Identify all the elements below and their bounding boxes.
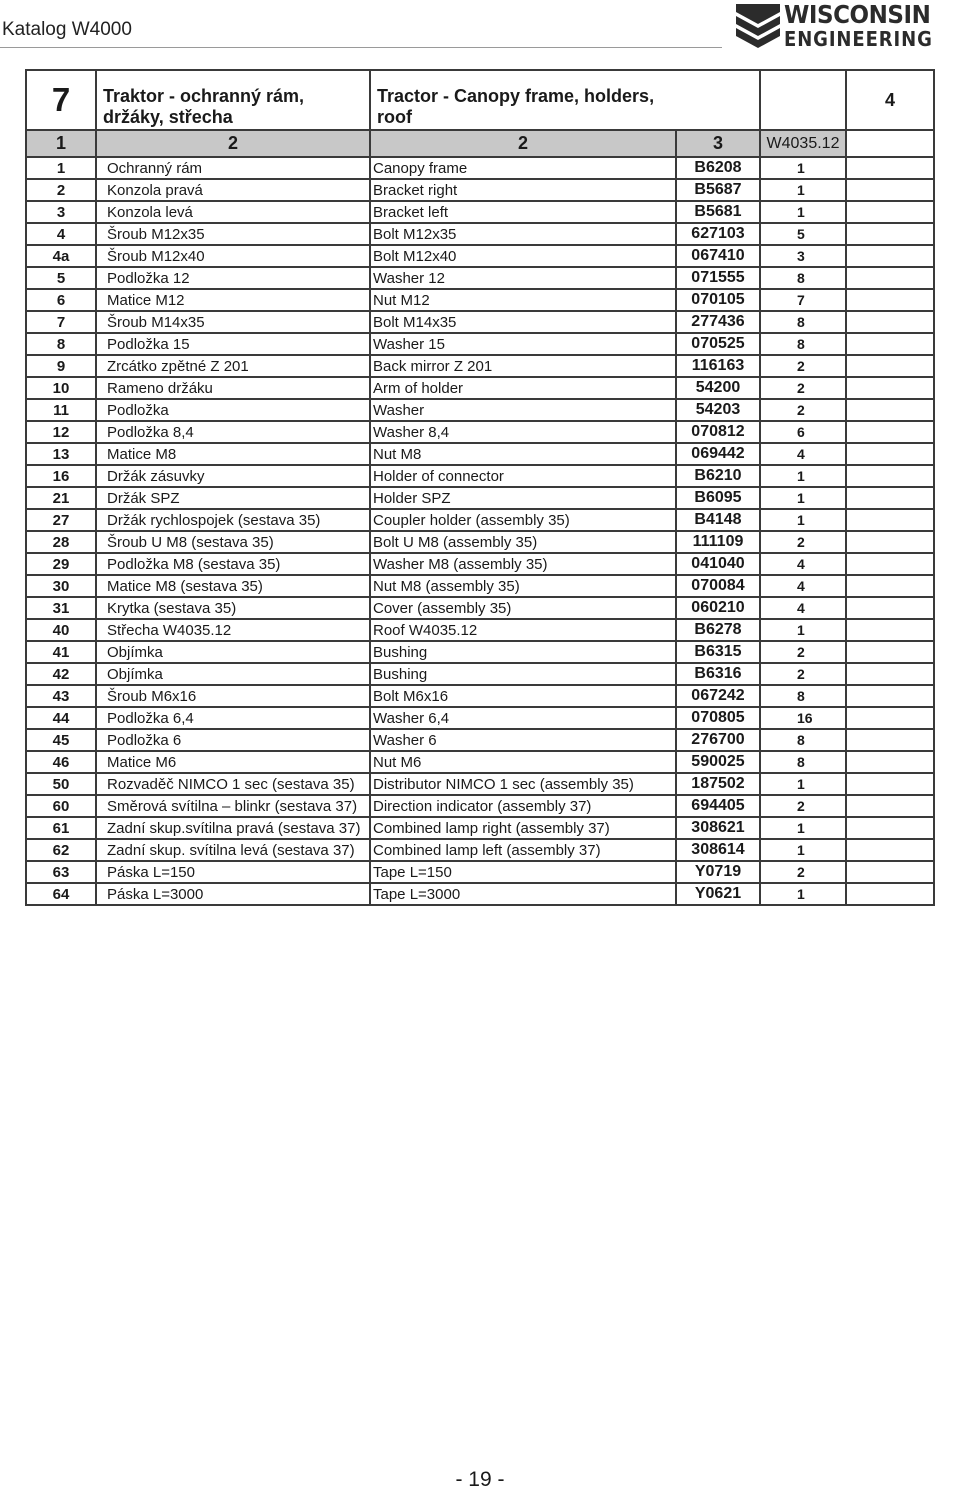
quantity-cell: 4 [760,597,846,619]
blank-cell [846,223,934,245]
table-row [26,443,934,465]
name-cs-cell: Držák rychlospojek (sestava 35) [96,509,370,531]
table-row [26,399,934,421]
name-en-cell: Combined lamp right (assembly 37) [370,817,676,839]
blank-cell [846,311,934,333]
blank-cell [846,553,934,575]
name-en-cell: Coupler holder (assembly 35) [370,509,676,531]
position-cell: 63 [26,861,96,883]
name-cs-cell: Rameno držáku [96,377,370,399]
name-en-cell: Direction indicator (assembly 37) [370,795,676,817]
logo-line2: ENGINEERING [784,27,933,51]
blank-cell [846,487,934,509]
name-cs-cell: Podložka [96,399,370,421]
name-en-cell: Nut M6 [370,751,676,773]
position-cell: 10 [26,377,96,399]
section-column-count: 4 [846,70,934,130]
page-number: - 19 - [455,1468,505,1491]
quantity-cell: 4 [760,575,846,597]
name-cs-cell: Páska L=3000 [96,883,370,905]
logo-text [784,2,949,49]
position-cell: 7 [26,311,96,333]
part-number-cell: B6316 [676,663,760,685]
table-row [26,201,934,223]
name-cs-cell: Rozvaděč NIMCO 1 sec (sestava 35) [96,773,370,795]
name-en-cell: Tape L=3000 [370,883,676,905]
name-cs-cell: Podložka 8,4 [96,421,370,443]
table-row [26,641,934,663]
blank-cell [846,707,934,729]
quantity-cell: 5 [760,223,846,245]
position-cell: 45 [26,729,96,751]
quantity-cell: 1 [760,619,846,641]
name-en-cell: Washer 12 [370,267,676,289]
name-cs-cell: Krytka (sestava 35) [96,597,370,619]
name-cs-cell: Šroub M12x35 [96,223,370,245]
blank-cell [846,399,934,421]
position-cell: 6 [26,289,96,311]
position-cell: 29 [26,553,96,575]
name-cs-cell: Zadní skup. svítilna levá (sestava 37) [96,839,370,861]
name-cs-cell: Podložka 12 [96,267,370,289]
column-header-row [26,130,934,157]
table-row [26,311,934,333]
position-cell: 28 [26,531,96,553]
quantity-cell: 4 [760,443,846,465]
quantity-cell: 16 [760,707,846,729]
name-en-cell: Holder SPZ [370,487,676,509]
section-title-row [26,70,934,130]
catalog-title: Katalog W4000 [2,19,132,40]
blank-cell [846,531,934,553]
column-header-name-en: 2 [370,130,676,157]
blank-cell [846,575,934,597]
table-row [26,619,934,641]
part-number-cell: 069442 [676,443,760,465]
table-row [26,157,934,179]
name-en-cell: Tape L=150 [370,861,676,883]
name-en-cell: Washer 15 [370,333,676,355]
position-cell: 11 [26,399,96,421]
table-row [26,817,934,839]
header-divider [0,47,722,48]
part-number-cell: 187502 [676,773,760,795]
part-number-cell: 627103 [676,223,760,245]
name-en-cell: Holder of connector [370,465,676,487]
quantity-cell: 1 [760,201,846,223]
column-header-model: W4035.12 [760,130,846,157]
quantity-cell: 1 [760,465,846,487]
part-number-cell: B6095 [676,487,760,509]
part-number-cell: 071555 [676,267,760,289]
part-number-cell: B6210 [676,465,760,487]
quantity-cell: 2 [760,663,846,685]
name-cs-cell: Matice M8 (sestava 35) [96,575,370,597]
blank-cell [846,289,934,311]
part-number-cell: 308614 [676,839,760,861]
name-en-cell: Nut M12 [370,289,676,311]
part-number-cell: 54200 [676,377,760,399]
name-cs-cell: Držák SPZ [96,487,370,509]
wisconsin-engineering-logo [736,2,936,52]
table-row [26,707,934,729]
part-number-cell: 070805 [676,707,760,729]
part-number-cell: 277436 [676,311,760,333]
quantity-cell: 2 [760,355,846,377]
table-row [26,355,934,377]
name-cs-cell: Podložka 6,4 [96,707,370,729]
name-cs-cell: Podložka M8 (sestava 35) [96,553,370,575]
blank-cell [846,333,934,355]
part-number-cell: 070105 [676,289,760,311]
position-cell: 9 [26,355,96,377]
part-number-cell: Y0719 [676,861,760,883]
table-row [26,751,934,773]
blank-cell [846,619,934,641]
position-cell: 62 [26,839,96,861]
quantity-cell: 2 [760,377,846,399]
part-number-cell: 070812 [676,421,760,443]
name-cs-cell: Matice M6 [96,751,370,773]
position-cell: 46 [26,751,96,773]
position-cell: 60 [26,795,96,817]
name-en-cell: Combined lamp left (assembly 37) [370,839,676,861]
part-number-cell: B4148 [676,509,760,531]
part-number-cell: 060210 [676,597,760,619]
name-en-cell: Washer 6 [370,729,676,751]
position-cell: 21 [26,487,96,509]
table-row [26,509,934,531]
part-number-cell: 590025 [676,751,760,773]
logo-line1: WISCONSIN [784,0,931,29]
name-cs-cell: Šroub M6x16 [96,685,370,707]
name-en-cell: Back mirror Z 201 [370,355,676,377]
name-cs-cell: Konzola levá [96,201,370,223]
part-number-cell: B6208 [676,157,760,179]
name-en-cell: Washer 6,4 [370,707,676,729]
name-en-cell: Washer [370,399,676,421]
section-title-en: Tractor - Canopy frame, holders, roof [370,70,676,130]
table-row [26,575,934,597]
table-row [26,245,934,267]
table-row [26,333,934,355]
name-en-cell: Bolt M12x40 [370,245,676,267]
part-number-cell: 54203 [676,399,760,421]
table-row [26,685,934,707]
quantity-cell: 8 [760,267,846,289]
column-header-name-cs: 2 [96,130,370,157]
quantity-cell: 8 [760,685,846,707]
name-en-cell: Bolt U M8 (assembly 35) [370,531,676,553]
part-number-cell: 276700 [676,729,760,751]
part-number-cell: 067410 [676,245,760,267]
blank-cell [846,861,934,883]
quantity-cell: 8 [760,311,846,333]
quantity-cell: 1 [760,487,846,509]
quantity-cell: 2 [760,861,846,883]
blank-cell [846,421,934,443]
blank-cell [846,377,934,399]
blank-cell [846,751,934,773]
part-number-cell: 067242 [676,685,760,707]
name-cs-cell: Podložka 6 [96,729,370,751]
section-title-cs: Traktor - ochranný rám, držáky, střecha [96,70,370,130]
position-cell: 50 [26,773,96,795]
table-row [26,267,934,289]
logo-emblem-icon [736,2,780,50]
part-number-cell: 111109 [676,531,760,553]
position-cell: 44 [26,707,96,729]
table-row [26,861,934,883]
blank-cell [846,685,934,707]
part-number-cell: Y0621 [676,883,760,905]
quantity-cell: 1 [760,509,846,531]
name-en-cell: Bracket left [370,201,676,223]
name-cs-cell: Podložka 15 [96,333,370,355]
quantity-cell: 4 [760,553,846,575]
position-cell: 3 [26,201,96,223]
name-en-cell: Washer 8,4 [370,421,676,443]
quantity-cell: 1 [760,773,846,795]
blank-cell [846,267,934,289]
name-en-cell: Cover (assembly 35) [370,597,676,619]
table-row [26,487,934,509]
table-row [26,663,934,685]
name-en-cell: Bolt M12x35 [370,223,676,245]
quantity-cell: 8 [760,333,846,355]
table-row [26,289,934,311]
name-cs-cell: Držák zásuvky [96,465,370,487]
quantity-cell: 1 [760,157,846,179]
name-cs-cell: Zrcátko zpětné Z 201 [96,355,370,377]
quantity-cell: 8 [760,751,846,773]
position-cell: 4 [26,223,96,245]
name-cs-cell: Zadní skup.svítilna pravá (sestava 37) [96,817,370,839]
name-cs-cell: Šroub M12x40 [96,245,370,267]
part-number-cell: B5687 [676,179,760,201]
title-spacer [760,70,846,130]
name-en-cell: Roof W4035.12 [370,619,676,641]
part-number-cell: 070084 [676,575,760,597]
blank-cell [846,179,934,201]
part-number-cell: 308621 [676,817,760,839]
section-number: 7 [26,70,96,130]
column-header-blank [846,130,934,157]
name-cs-cell: Konzola pravá [96,179,370,201]
quantity-cell: 2 [760,531,846,553]
quantity-cell: 1 [760,179,846,201]
part-number-cell: B5681 [676,201,760,223]
position-cell: 41 [26,641,96,663]
blank-cell [846,663,934,685]
blank-cell [846,883,934,905]
quantity-cell: 1 [760,817,846,839]
blank-cell [846,597,934,619]
name-en-cell: Nut M8 (assembly 35) [370,575,676,597]
table-row [26,421,934,443]
part-number-cell: 041040 [676,553,760,575]
name-en-cell: Bolt M6x16 [370,685,676,707]
table-row [26,773,934,795]
name-cs-cell: Střecha W4035.12 [96,619,370,641]
blank-cell [846,839,934,861]
name-en-cell: Distributor NIMCO 1 sec (assembly 35) [370,773,676,795]
table-row [26,531,934,553]
position-cell: 42 [26,663,96,685]
position-cell: 8 [26,333,96,355]
quantity-cell: 3 [760,245,846,267]
blank-cell [846,443,934,465]
table-row [26,795,934,817]
name-cs-cell: Matice M8 [96,443,370,465]
column-header-part-number: 3 [676,130,760,157]
name-en-cell: Washer M8 (assembly 35) [370,553,676,575]
blank-cell [846,201,934,223]
name-en-cell: Nut M8 [370,443,676,465]
position-cell: 27 [26,509,96,531]
position-cell: 40 [26,619,96,641]
quantity-cell: 6 [760,421,846,443]
part-number-cell: 694405 [676,795,760,817]
blank-cell [846,817,934,839]
position-cell: 30 [26,575,96,597]
position-cell: 31 [26,597,96,619]
quantity-cell: 7 [760,289,846,311]
name-cs-cell: Matice M12 [96,289,370,311]
name-cs-cell: Objímka [96,641,370,663]
quantity-cell: 2 [760,795,846,817]
name-cs-cell: Páska L=150 [96,861,370,883]
name-en-cell: Bushing [370,663,676,685]
position-cell: 64 [26,883,96,905]
name-cs-cell: Šroub M14x35 [96,311,370,333]
name-en-cell: Canopy frame [370,157,676,179]
table-row [26,465,934,487]
position-cell: 5 [26,267,96,289]
table-row [26,729,934,751]
table-row [26,223,934,245]
name-cs-cell: Směrová svítilna – blinkr (sestava 37) [96,795,370,817]
table-row [26,883,934,905]
position-cell: 43 [26,685,96,707]
name-cs-cell: Ochranný rám [96,157,370,179]
blank-cell [846,795,934,817]
position-cell: 1 [26,157,96,179]
name-cs-cell: Šroub U M8 (sestava 35) [96,531,370,553]
table-row [26,179,934,201]
quantity-cell: 1 [760,883,846,905]
quantity-cell: 8 [760,729,846,751]
table-row [26,377,934,399]
name-cs-cell: Objímka [96,663,370,685]
blank-cell [846,773,934,795]
quantity-cell: 1 [760,839,846,861]
name-en-cell: Arm of holder [370,377,676,399]
position-cell: 61 [26,817,96,839]
part-number-cell: 070525 [676,333,760,355]
part-number-cell: B6315 [676,641,760,663]
position-cell: 2 [26,179,96,201]
blank-cell [846,245,934,267]
position-cell: 12 [26,421,96,443]
parts-table [25,69,935,906]
blank-cell [846,641,934,663]
blank-cell [846,729,934,751]
name-en-cell: Bolt M14x35 [370,311,676,333]
table-row [26,553,934,575]
part-number-cell: B6278 [676,619,760,641]
part-number-cell: 116163 [676,355,760,377]
column-header-position: 1 [26,130,96,157]
table-row [26,839,934,861]
blank-cell [846,465,934,487]
table-row [26,597,934,619]
blank-cell [846,355,934,377]
position-cell: 16 [26,465,96,487]
quantity-cell: 2 [760,641,846,663]
position-cell: 4a [26,245,96,267]
name-en-cell: Bracket right [370,179,676,201]
position-cell: 13 [26,443,96,465]
name-en-cell: Bushing [370,641,676,663]
title-spacer [676,70,760,130]
blank-cell [846,509,934,531]
quantity-cell: 2 [760,399,846,421]
blank-cell [846,157,934,179]
